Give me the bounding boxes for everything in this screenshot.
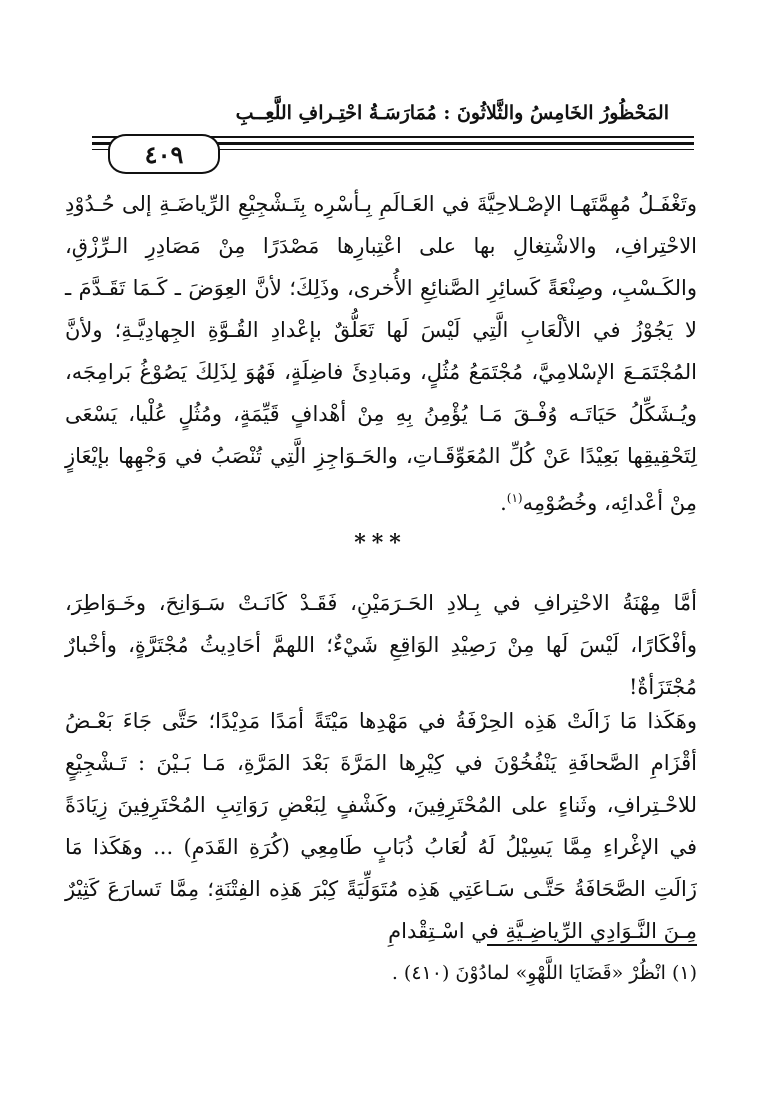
- footnote-marker[interactable]: (١): [506, 491, 523, 505]
- running-header-title: المَحْظُورُ الخَامِسُ والثَّلاثُونَ : مُمَارَسَـةُ احْتِـرافِ اللَّعِــبِ: [235, 102, 669, 124]
- paragraph-2: أمَّا مِهْنَةُ الاحْتِرافِ في بِـلادِ الحَـرَمَيْنِ، فَقَـدْ كَانَـتْ سَـوَانِحَ، وخَـوَاطِرَ، وأفْكَارًا، لَيْسَ لَها مِنْ رَصِيْدِ الوَاقِعِ شَيْءٌ؛ اللهمَّ أحَادِيثُ مُجْتَرَّةٍ، وأخْبارٌ مُجْتَزَأةٌ!: [65, 591, 697, 699]
- paragraph-3: وهَكَذا مَا زَالَتْ هَذِه الحِرْفَةُ في مَهْدِها مَيْتَةً أمَدًا مَدِيْدًا؛ حَتَّى جَاءَ بَعْـضُ أقْزَامِ الصَّحافَةِ يَنْفُخُوْنَ في كِيْرِها المَرَّةَ بَعْدَ المَرَّةِ، مَـا بَـيْنَ : تَـشْجِيْعٍ للاحْـتِرافِ، وثَناءٍ على المُحْتَرِفِينَ، وكَشْفٍ لِبَعْضِ رَوَاتِبِ المُحْتَرِفِينَ زِيَادَةً في الإغْراءِ مِمَّا يَسِيْلُ لَهُ لُعَابُ ذُبَابٍ طَامِعِي (كُرَةِ القَدَمِ) ... وهَكَذا مَا زَالَتِ الصَّحَافَةُ حَتَّـى سَـاعَتِي هَذِه مُتَوَلِّيَةً كِبْرَ هَذِه الفِتْنَةِ؛ مِمَّا تَسارَعَ كَثِيْرٌ مِـنَ النَّـوَادِي الرِّياضِـيَّةِ في اسْـتِقْدامِ: [65, 709, 697, 943]
- page-number: ٤٠٩: [144, 139, 184, 169]
- paragraph-1-end: .: [500, 491, 507, 515]
- section-separator: ***: [354, 530, 407, 556]
- paragraph-1-text: وتَغْفَـلُ مُهِمَّتَهـا الإصْـلاحِيَّةَ في العَـالَمِ بِـأسْرِه بِتَـشْجِيْعِ الرِّياضَـةِ إلى حُـدُوْدِ الاحْتِرافِ، والاشْتِغالِ بها على اعْتِبارِها مَصْدَرًا مِنْ مَصَادِرِ الـرِّزْقِ، والكَـسْبِ، وصِنْعَةً كَسائِرِ الصَّنائِعِ الأُخرى، وذَلِكَ؛ لأنَّ العِوَضَ ـ كَـمَا تَقَـدَّمَ ـ لا يَجُوْزُ في الألْعَابِ الَّتِي لَيْسَ لَها تَعَلُّقٌ بإعْدادِ القُـوَّةِ الجِهادِيَّـةِ؛ ولأنَّ المُجْتَمَـعَ الإسْلامِيَّ، مُجْتَمَعُ مُثُلٍ، ومَبادِئَ فاضِلَةٍ، فَهُوَ لِذَلِكَ يَصُوْغُ بَرامِجَه، ويُـشَكِّلُ حَيَاتَـه وُفْـقَ مَـا يُؤْمِنُ بِهِ مِنْ أهْدافٍ قَيِّمَةٍ، ومُثُلٍ عُلْيا، يَسْعَى لِتَحْقِيقِها بَعِيْدًا عَنْ كُلِّ المُعَوِّقَـاتِ، والحَـوَاجِزِ الَّتِي تُنْصَبُ في وَجْهِها بإيْعَازٍ مِنْ أعْدائِه، وخُصُوْمِه: [65, 192, 697, 515]
- paragraph-1: [65, 183, 697, 524]
- footnote-divider: [487, 944, 697, 946]
- page-number-badge: [108, 134, 220, 174]
- footnote: (١) انْظُرْ «قَضَايَا اللَّهْوِ» لمادُوْنَ (٤١٠) .: [391, 962, 697, 984]
